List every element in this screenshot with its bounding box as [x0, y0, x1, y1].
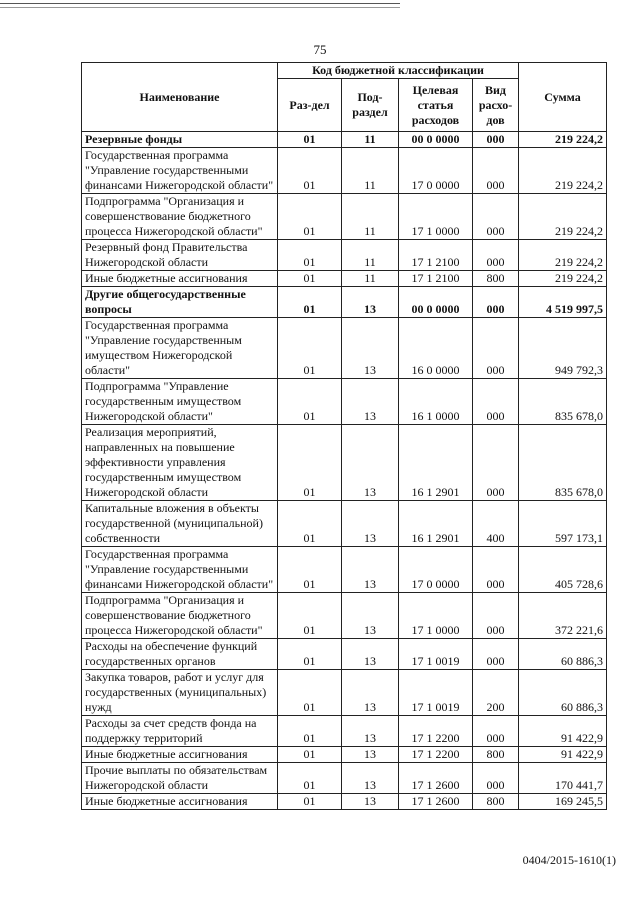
row-target-article: 17 1 0000 [399, 194, 473, 240]
table-row [82, 593, 607, 639]
table-row [82, 639, 607, 670]
row-sum: 219 224,2 [519, 240, 607, 271]
row-target-article: 17 1 2600 [399, 794, 473, 810]
header-expense-type: Вид расхо-дов [473, 79, 519, 132]
row-target-article: 17 0 0000 [399, 148, 473, 194]
table-row [82, 763, 607, 794]
row-name: Иные бюджетные ассигнования [82, 747, 278, 763]
top-rule [0, 3, 400, 4]
row-podrazdel: 13 [342, 379, 399, 425]
row-expense-type: 000 [473, 240, 519, 271]
row-expense-type: 800 [473, 271, 519, 287]
row-name: Иные бюджетные ассигнования [82, 794, 278, 810]
row-razdel: 01 [278, 194, 342, 240]
row-name: Подпрограмма "Организация и совершенствование бюджетного процесса Нижегородской области" [82, 194, 278, 240]
table-row [82, 425, 607, 501]
row-podrazdel: 11 [342, 240, 399, 271]
row-name: Закупка товаров, работ и услуг для государственных (муниципальных) нужд [82, 670, 278, 716]
row-expense-type: 000 [473, 593, 519, 639]
row-expense-type: 000 [473, 194, 519, 240]
row-podrazdel: 13 [342, 747, 399, 763]
row-name: Другие общегосударственные вопросы [82, 287, 278, 318]
row-razdel: 01 [278, 547, 342, 593]
row-sum: 91 422,9 [519, 716, 607, 747]
row-sum: 835 678,0 [519, 425, 607, 501]
row-podrazdel: 11 [342, 132, 399, 148]
table-row [82, 547, 607, 593]
table-row [82, 716, 607, 747]
row-name: Государственная программа "Управление государственными финансами Нижегородской области" [82, 148, 278, 194]
header-sum: Сумма [519, 63, 607, 132]
table-row [82, 271, 607, 287]
row-sum: 597 173,1 [519, 501, 607, 547]
row-razdel: 01 [278, 747, 342, 763]
row-razdel: 01 [278, 132, 342, 148]
row-name: Подпрограмма "Организация и совершенствование бюджетного процесса Нижегородской области" [82, 593, 278, 639]
row-razdel: 01 [278, 425, 342, 501]
row-name: Резервный фонд Правительства Нижегородской области [82, 240, 278, 271]
table-row [82, 794, 607, 810]
row-name: Иные бюджетные ассигнования [82, 271, 278, 287]
header-podrazdel: Под-раздел [342, 79, 399, 132]
row-name: Резервные фонды [82, 132, 278, 148]
row-expense-type: 200 [473, 670, 519, 716]
row-razdel: 01 [278, 287, 342, 318]
row-sum: 219 224,2 [519, 271, 607, 287]
row-expense-type: 000 [473, 425, 519, 501]
row-sum: 91 422,9 [519, 747, 607, 763]
row-podrazdel: 13 [342, 593, 399, 639]
row-sum: 219 224,2 [519, 194, 607, 240]
row-target-article: 17 1 0000 [399, 593, 473, 639]
row-podrazdel: 13 [342, 670, 399, 716]
row-razdel: 01 [278, 271, 342, 287]
row-target-article: 16 1 0000 [399, 379, 473, 425]
top-rule-secondary [0, 7, 400, 8]
row-expense-type: 000 [473, 379, 519, 425]
row-target-article: 17 1 2600 [399, 763, 473, 794]
row-razdel: 01 [278, 240, 342, 271]
row-expense-type: 000 [473, 639, 519, 670]
row-name: Капитальные вложения в объекты государственной (муниципальной) собственности [82, 501, 278, 547]
row-razdel: 01 [278, 379, 342, 425]
row-razdel: 01 [278, 318, 342, 379]
row-name: Расходы на обеспечение функций государственных органов [82, 639, 278, 670]
row-razdel: 01 [278, 593, 342, 639]
header-target-article: Целевая статья расходов [399, 79, 473, 132]
row-sum: 835 678,0 [519, 379, 607, 425]
header-razdel: Раз-дел [278, 79, 342, 132]
row-sum: 372 221,6 [519, 593, 607, 639]
row-expense-type: 000 [473, 287, 519, 318]
row-expense-type: 000 [473, 547, 519, 593]
row-name: Прочие выплаты по обязательствам Нижегородской области [82, 763, 278, 794]
row-target-article: 16 1 2901 [399, 501, 473, 547]
row-razdel: 01 [278, 501, 342, 547]
table-row [82, 132, 607, 148]
row-target-article: 17 1 0019 [399, 670, 473, 716]
header-name: Наименование [82, 63, 278, 132]
table-row [82, 318, 607, 379]
table-body [82, 132, 607, 810]
document-number: 0404/2015-1610(1) [522, 853, 616, 867]
row-sum: 4 519 997,5 [519, 287, 607, 318]
row-expense-type: 400 [473, 501, 519, 547]
row-name: Расходы за счет средств фонда на поддержку территорий [82, 716, 278, 747]
row-target-article: 17 1 2200 [399, 716, 473, 747]
row-podrazdel: 13 [342, 501, 399, 547]
row-target-article: 16 1 2901 [399, 425, 473, 501]
row-podrazdel: 13 [342, 287, 399, 318]
row-podrazdel: 13 [342, 639, 399, 670]
row-razdel: 01 [278, 794, 342, 810]
row-sum: 169 245,5 [519, 794, 607, 810]
table-row [82, 379, 607, 425]
row-target-article: 00 0 0000 [399, 132, 473, 148]
row-expense-type: 000 [473, 132, 519, 148]
row-podrazdel: 11 [342, 271, 399, 287]
row-name: Подпрограмма "Управление государственным имуществом Нижегородской области" [82, 379, 278, 425]
table-row [82, 670, 607, 716]
row-target-article: 17 1 0019 [399, 639, 473, 670]
row-sum: 60 886,3 [519, 670, 607, 716]
row-name: Реализация мероприятий, направленных на повышение эффективности управления государственным имуществом Нижегородской области [82, 425, 278, 501]
row-sum: 170 441,7 [519, 763, 607, 794]
row-expense-type: 000 [473, 148, 519, 194]
row-podrazdel: 11 [342, 148, 399, 194]
row-razdel: 01 [278, 670, 342, 716]
row-razdel: 01 [278, 639, 342, 670]
row-podrazdel: 13 [342, 425, 399, 501]
page-number: 75 [313, 42, 327, 57]
table-row [82, 240, 607, 271]
row-sum: 949 792,3 [519, 318, 607, 379]
row-name: Государственная программа "Управление государственными финансами Нижегородской области" [82, 547, 278, 593]
row-podrazdel: 11 [342, 194, 399, 240]
row-expense-type: 000 [473, 763, 519, 794]
row-expense-type: 800 [473, 794, 519, 810]
row-expense-type: 800 [473, 747, 519, 763]
budget-table [81, 62, 607, 810]
row-sum: 60 886,3 [519, 639, 607, 670]
row-podrazdel: 13 [342, 318, 399, 379]
row-sum: 219 224,2 [519, 148, 607, 194]
row-target-article: 17 1 2100 [399, 271, 473, 287]
table-row [82, 501, 607, 547]
row-sum: 219 224,2 [519, 132, 607, 148]
table-row [82, 194, 607, 240]
row-podrazdel: 13 [342, 794, 399, 810]
table-row [82, 747, 607, 763]
table-row [82, 287, 607, 318]
row-expense-type: 000 [473, 318, 519, 379]
row-target-article: 17 1 2100 [399, 240, 473, 271]
row-sum: 405 728,6 [519, 547, 607, 593]
row-target-article: 16 0 0000 [399, 318, 473, 379]
row-razdel: 01 [278, 716, 342, 747]
row-razdel: 01 [278, 148, 342, 194]
row-target-article: 00 0 0000 [399, 287, 473, 318]
row-podrazdel: 13 [342, 547, 399, 593]
row-podrazdel: 13 [342, 716, 399, 747]
row-razdel: 01 [278, 763, 342, 794]
row-podrazdel: 13 [342, 763, 399, 794]
row-target-article: 17 0 0000 [399, 547, 473, 593]
row-name: Государственная программа "Управление государственным имуществом Нижегородской области" [82, 318, 278, 379]
table-row [82, 148, 607, 194]
row-expense-type: 000 [473, 716, 519, 747]
header-classification-code: Код бюджетной классификации [278, 63, 519, 79]
row-target-article: 17 1 2200 [399, 747, 473, 763]
